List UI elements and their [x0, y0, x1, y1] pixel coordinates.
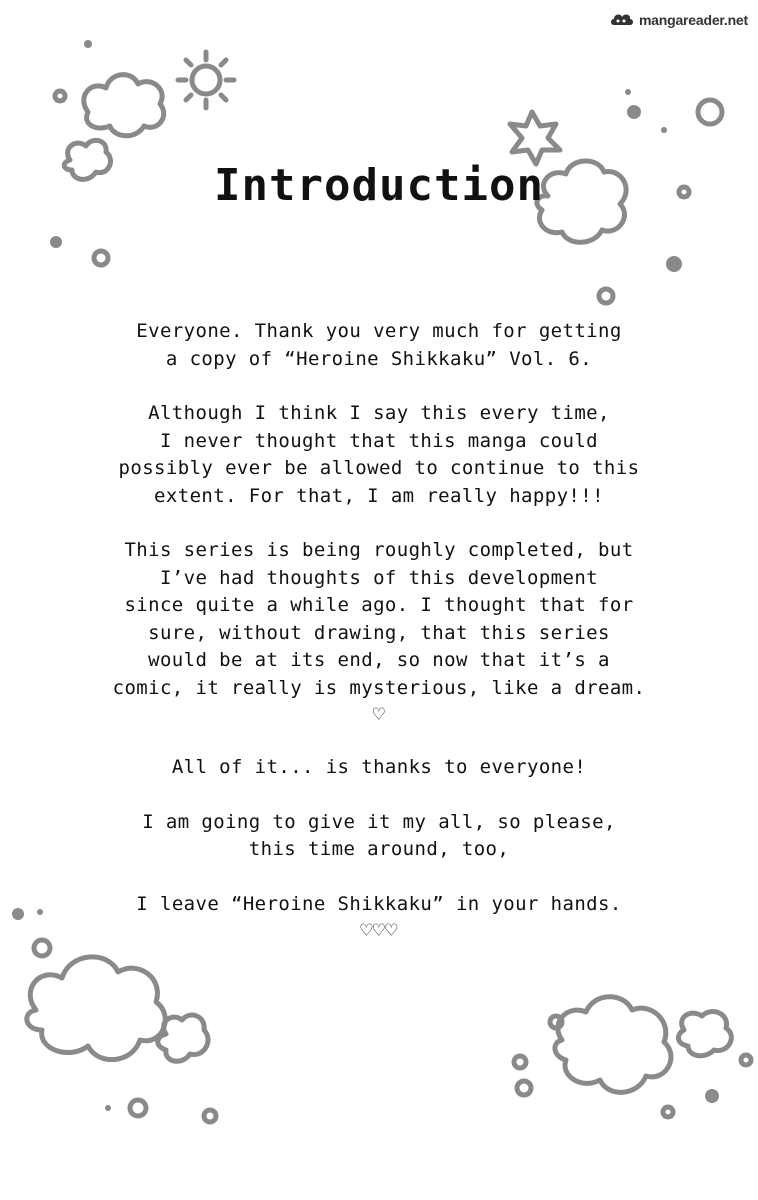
page-title: Introduction [214, 160, 544, 211]
cloud-doodle-bottom-right-small [678, 1012, 731, 1056]
watermark-text: mangareader.net [638, 12, 748, 28]
text-line: I never thought that this manga could [159, 429, 599, 452]
watermark [609, 10, 748, 30]
text-line: I leave “Heroine Shikkaku” in your hands. [136, 892, 622, 915]
cloud-logo-icon [609, 10, 635, 30]
paragraph-4 [90, 754, 668, 782]
cloud-doodle-bottom-right-large [555, 997, 671, 1093]
cloud-doodle-top-left [84, 75, 164, 136]
paragraph-1 [90, 318, 668, 373]
paragraph-5 [90, 809, 668, 864]
paragraph-3 [90, 537, 668, 727]
bubble-doodles-bottom-right [514, 1016, 751, 1117]
text-line: sure, without drawing, that this series [148, 621, 610, 644]
text-line: I am going to give it my all, so please, [142, 810, 616, 833]
text-line: This series is being roughly completed, but [124, 539, 634, 561]
text-line: a copy of “Heroine Shikkaku” Vol. 6. [165, 347, 593, 370]
heart-icon: ♡♡♡ [360, 918, 398, 942]
introduction-body [90, 318, 668, 970]
bubble-doodles-left [50, 40, 108, 265]
heart-icon: ♡ [372, 702, 386, 726]
sun-doodle [178, 52, 234, 108]
text-line: would be at its end, so now that it’s a [148, 649, 610, 671]
text-line: Everyone. Thank you very much for getting [136, 320, 622, 342]
text-line: Although I think I say this every time, [148, 402, 610, 424]
text-line: All of it... is thanks to everyone! [171, 756, 587, 778]
paragraph-2 [90, 400, 668, 510]
text-line: I’ve had thoughts of this development [159, 566, 599, 589]
cloud-doodle-bottom-left-large [27, 957, 165, 1060]
text-line: this time around, too, [248, 838, 510, 860]
paragraph-6 [90, 891, 668, 944]
cloud-doodle-bottom-left-small [158, 1015, 208, 1061]
star-doodle [510, 112, 560, 164]
text-line: since quite a while ago. I thought that for [124, 594, 634, 616]
text-line: comic, it really is mysterious, like a dream. [112, 676, 646, 699]
text-line: possibly ever be allowed to continue to this [118, 457, 640, 479]
text-line: extent. For that, I am really happy!!! [154, 484, 604, 507]
